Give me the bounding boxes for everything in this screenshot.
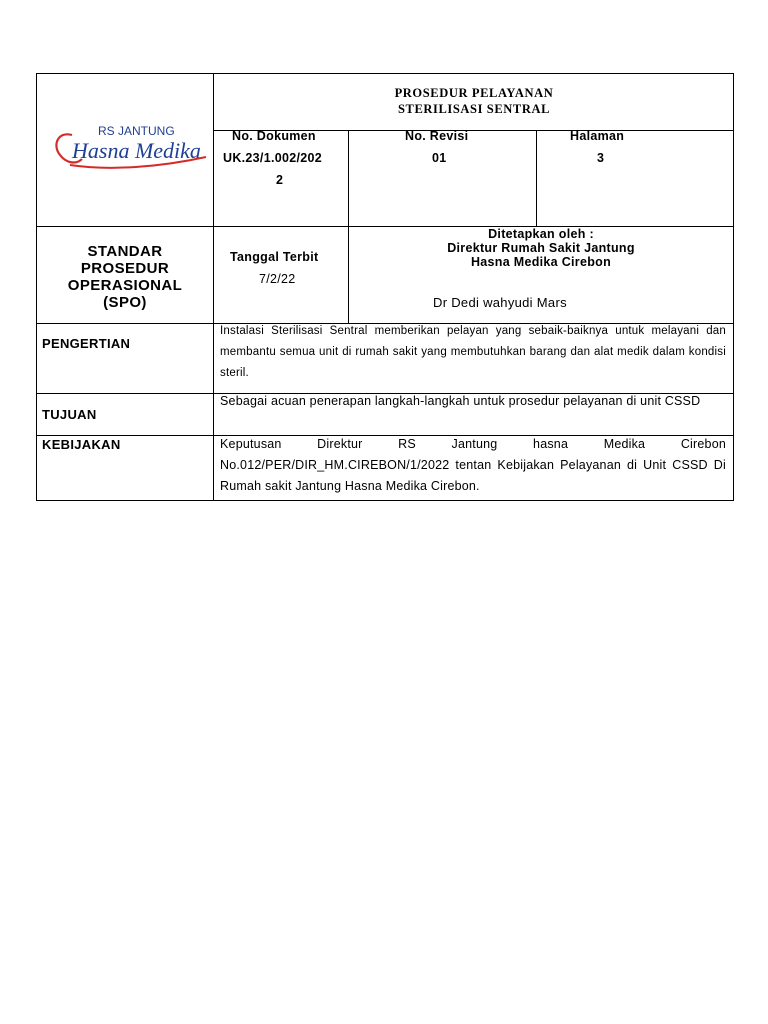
tanggal-terbit-label: Tanggal Terbit xyxy=(230,250,319,264)
hospital-logo xyxy=(50,121,210,171)
title-line2: STERILISASI SENTRAL xyxy=(397,102,551,116)
spo-line3: OPERASIONAL xyxy=(67,277,183,294)
no-revisi-value: 01 xyxy=(432,151,447,165)
logo-line2: Hasna Medika xyxy=(72,138,201,163)
border-top xyxy=(36,73,734,74)
title-line1: PROSEDUR PELAYANAN xyxy=(394,86,554,100)
signatory-name: Dr Dedi wahyudi Mars xyxy=(433,295,567,310)
ditetapkan-line3: Hasna Medika Cirebon xyxy=(470,255,612,269)
no-revisi-label: No. Revisi xyxy=(405,129,469,143)
ditetapkan-line2: Direktur Rumah Sakit Jantung xyxy=(447,241,635,255)
document-title xyxy=(214,85,734,117)
border-bottom xyxy=(36,500,734,501)
spo-line4: (SPO) xyxy=(103,294,147,311)
spo-line2: PROSEDUR xyxy=(80,260,170,277)
tujuan-text: Sebagai acuan penerapan langkah-langkah untuk prosedur pelayanan di unit CSSD xyxy=(220,394,701,408)
no-dokumen-value-line2: 2 xyxy=(276,173,284,187)
tujuan-label: TUJUAN xyxy=(42,407,97,422)
logo-graphic xyxy=(50,121,210,171)
kebijakan-text: Keputusan Direktur RS Jantung hasna Medika Cirebon No.012/PER/DIR_HM.CIREBON/1/2022 tentan Kebijakan Pelayanan di Unit CSSD Di Rumah sakit Jantung Hasna Medika Cirebon. xyxy=(220,437,726,493)
kebijakan-label: KEBIJAKAN xyxy=(42,437,121,452)
spo-title xyxy=(36,243,214,311)
halaman-value: 3 xyxy=(597,151,605,165)
divider-col3 xyxy=(536,130,537,226)
ditetapkan-line1: Ditetapkan oleh : xyxy=(488,227,594,241)
ditetapkan-block xyxy=(349,226,733,269)
pengertian-label: PENGERTIAN xyxy=(42,336,131,351)
no-dokumen-label: No. Dokumen xyxy=(232,129,316,143)
halaman-label: Halaman xyxy=(570,129,625,143)
spo-document xyxy=(36,73,734,501)
pengertian-text: Instalasi Sterilisasi Sentral memberikan pelayan yang sebaik-baiknya untuk melayani dan membantu semua unit di rumah sakit yang membutuhkan barang dan alat medik dalam kondisi steril. xyxy=(220,325,726,379)
no-dokumen-value-line1: UK.23/1.002/202 xyxy=(223,151,323,165)
border-right xyxy=(733,73,734,501)
spo-line1: STANDAR xyxy=(87,243,163,260)
tanggal-terbit-value: 7/2/22 xyxy=(259,272,296,286)
logo-line1: RS JANTUNG xyxy=(98,124,175,138)
